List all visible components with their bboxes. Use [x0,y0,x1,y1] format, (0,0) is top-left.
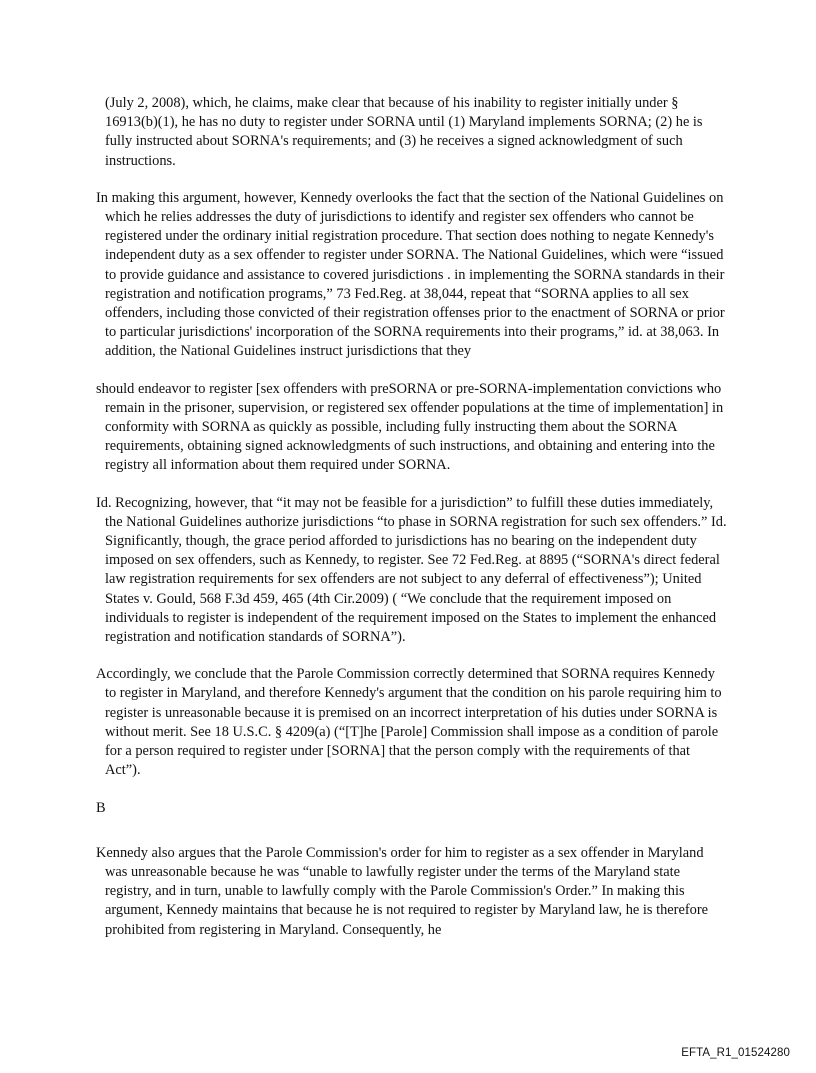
paragraph-unable-to-register: Kennedy also argues that the Parole Commission's order for him to register as a sex offender in Maryland was unreasonable because he was “unable to lawfully register under the terms of the Maryland state registry, and in turn, unable to lawfully comply with the Parole Commission's Order.” In making this argument, Kennedy maintains that because he is not required to register by Maryland law, he is therefore prohibited from registering in Maryland. Consequently, he [96,844,709,938]
bates-number: EFTA_R1_01524280 [681,1047,790,1059]
paragraph-national-guidelines: In making this argument, however, Kennedy overlooks the fact that the section of the National Guidelines on which he relies addresses the duty of jurisdictions to identify and register sex offenders who cannot be registered under the ordinary initial registration procedure. That section does nothing to negate Kennedy's independent duty as a sex offender to register under SORNA. The National Guidelines, which were “issued to provide guidance and assistance to covered jurisdictions . in implementing the SORNA standards in their registration and notification programs,” 73 Fed.Reg. at 38,044, repeat that “SORNA applies to all sex offenders, including those convicted of their registration offenses prior to the enactment of SORNA or prior to particular jurisdictions' incorporation of the SORNA requirements into their programs,” id. at 38,063. In addition, the National Guidelines instruct jurisdictions that they [96,189,725,360]
block-quote-guidelines: should endeavor to register [sex offenders with preSORNA or pre-SORNA-implementation convictions who remain in the prisoner, supervision, or registered sex offender populations at the time of implementation] in conformity with SORNA as quickly as possible, including fully instructing them about the SORNA requirements, obtaining signed acknowledgments of such instructions, and obtaining and entering into the registry all information about them required under SORNA. [96,380,724,474]
section-heading-b: B [96,799,106,816]
page-body [96,94,728,940]
paragraph-conclusion: Accordingly, we conclude that the Parole Commission correctly determined that SORNA requires Kennedy to register in Maryland, and therefore Kennedy's argument that the condition on his parole requiring him to register is unreasonable because it is premised on an incorrect interpretation of his duties under SORNA is without merit. See 18 U.S.C. § 4209(a) (“[T]he [Parole] Commission shall impose as a condition of parole for a person required to register under [SORNA] that the person comply with the requirements of that Act”). [96,666,722,779]
paragraph-continuation: (July 2, 2008), which, he claims, make clear that because of his inability to register initially under § 16913(b)(1), he has no duty to register under SORNA until (1) Maryland implements SORNA; (2) he is fully instructed about SORNA's requirements; and (3) he receives a signed acknowledgment of such instructions. [105,95,703,169]
paragraph-grace-period: Id. Recognizing, however, that “it may not be feasible for a jurisdiction” to fulfill these duties immediately, the National Guidelines authorize jurisdictions “to phase in SORNA registration for such sex offenders.” Id. Significantly, though, the grace period afforded to jurisdictions has no bearing on the independent duty imposed on sex offenders, such as Kennedy, to register. See 72 Fed.Reg. at 8895 (“SORNA's direct federal law registration requirements for sex offenders are not subject to any deferral of effectiveness”); United States v. Gould, 568 F.3d 459, 465 (4th Cir.2009) ( “We conclude that the requirement imposed on individuals to register is independent of the requirement imposed on the States to implement the enhanced registration and notification standards of SORNA”). [96,494,727,646]
